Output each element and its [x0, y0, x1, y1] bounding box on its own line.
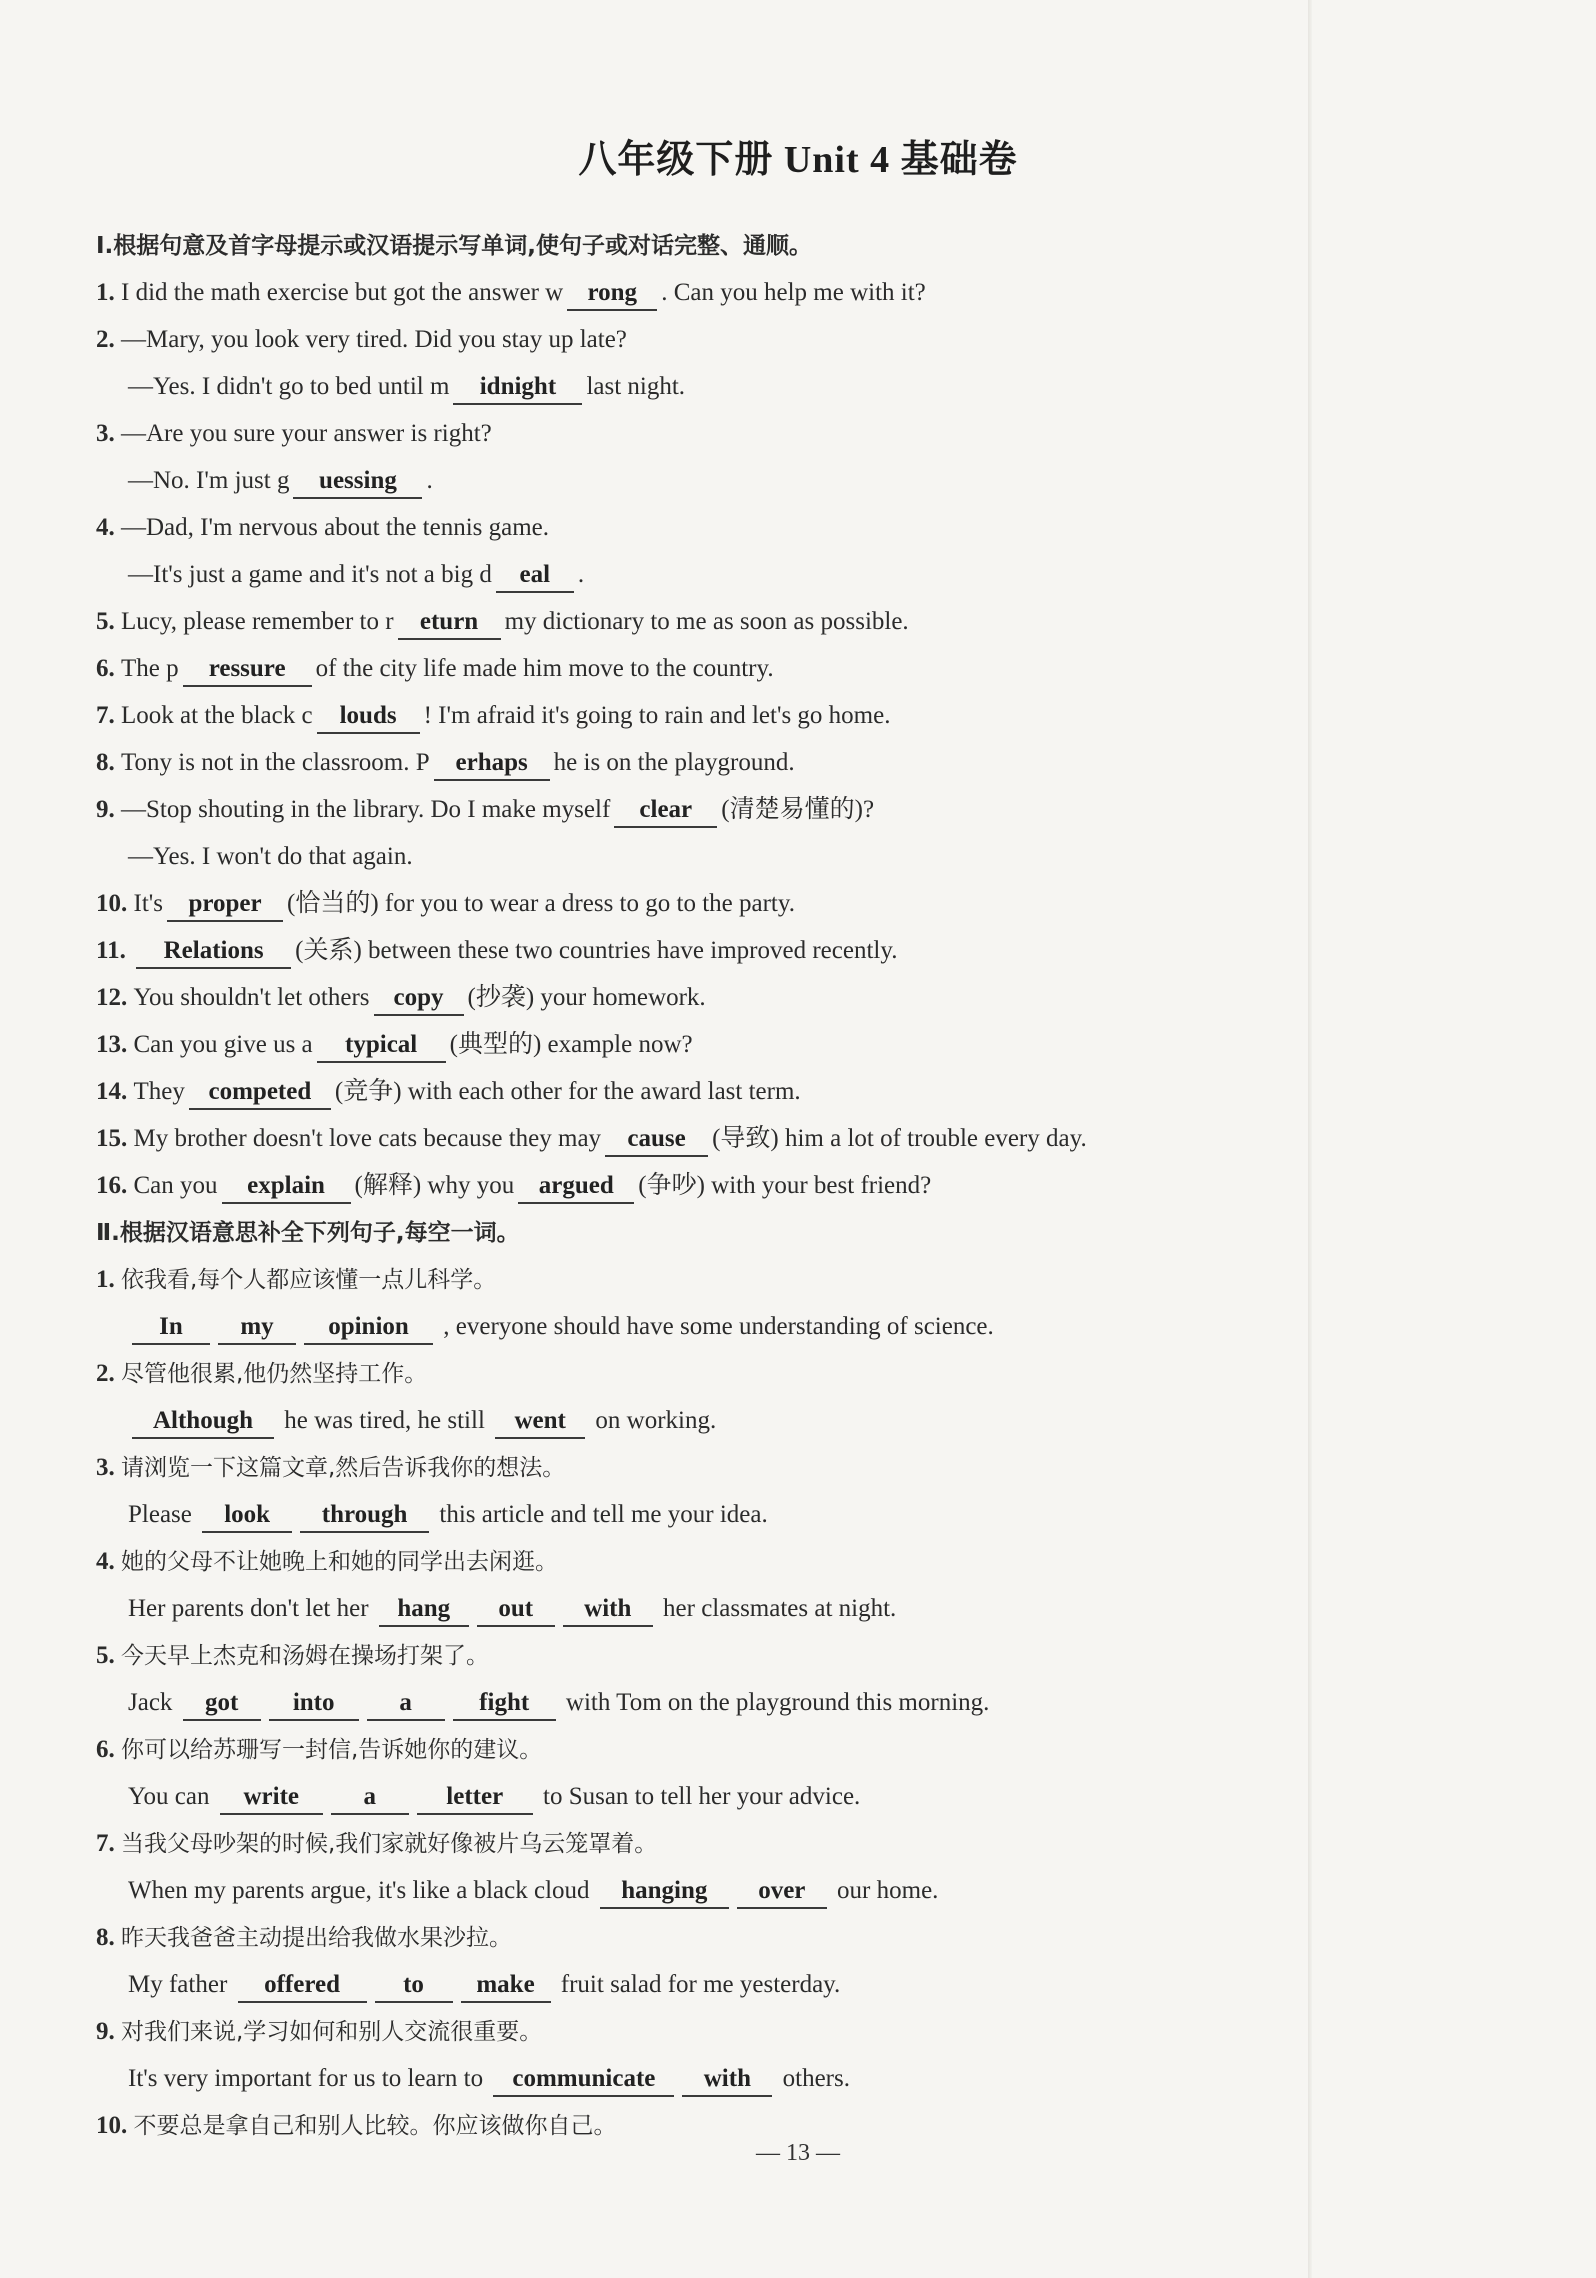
- text-line: [96, 743, 1316, 783]
- sentence-text: Her parents don't let her: [128, 1595, 375, 1622]
- sentence-text: , everyone should have some understanding of science.: [437, 1313, 994, 1340]
- question-number: 10.: [96, 2112, 134, 2139]
- question-text: .: [577, 561, 585, 588]
- chinese-prompt: 不要总是拿自己和别人比较。你应该做你自己。: [133, 2113, 617, 2139]
- sentence-text: When my parents argue, it's like a black cloud: [128, 1877, 596, 1904]
- question-text: (关系) between these two countries have improved recently.: [295, 937, 898, 964]
- chinese-prompt: 尽管他很累,他仍然坚持工作。: [121, 1361, 428, 1387]
- question-text: .: [426, 467, 433, 494]
- question-number: 1.: [96, 1266, 121, 1293]
- section-heading: Ⅱ.根据汉语意思补全下列句子,每空一词。: [96, 1220, 520, 1246]
- question-text: (清楚易懂的)?: [721, 796, 875, 823]
- answer-blank[interactable]: with: [563, 1593, 653, 1627]
- question-text: The p: [121, 655, 179, 682]
- question-number: 10.: [96, 890, 134, 917]
- answer-blank[interactable]: Although: [132, 1405, 274, 1439]
- question-text: (导致) him a lot of trouble every day.: [712, 1125, 1087, 1152]
- text-line: [96, 1730, 1316, 1770]
- text-line: [96, 414, 1316, 454]
- text-line: [96, 1119, 1316, 1159]
- question-number: 5.: [96, 608, 121, 635]
- text-line: [96, 1542, 1316, 1582]
- text-line: [96, 226, 1316, 266]
- answer-blank[interactable]: hanging: [600, 1875, 729, 1909]
- text-line: [96, 273, 1316, 313]
- answer-blank[interactable]: over: [737, 1875, 827, 1909]
- sentence-text: fruit salad for me yesterday.: [554, 1971, 841, 1998]
- text-line: [96, 1918, 1316, 1958]
- sentence-text: My father: [128, 1971, 234, 1998]
- answer-blank[interactable]: ressure: [183, 653, 312, 687]
- text-line: [96, 1166, 1316, 1206]
- chinese-prompt: 对我们来说,学习如何和别人交流很重要。: [121, 2019, 543, 2045]
- answer-blank[interactable]: look: [202, 1499, 292, 1533]
- question-text: —Dad, I'm nervous about the tennis game.: [121, 514, 550, 541]
- chinese-prompt: 她的父母不让她晚上和她的同学出去闲逛。: [121, 1549, 558, 1575]
- question-number: 2.: [96, 1360, 121, 1387]
- text-line: [128, 367, 1316, 407]
- sentence-text: to Susan to tell her your advice.: [536, 1783, 861, 1810]
- answer-blank[interactable]: rong: [567, 277, 657, 311]
- chinese-prompt: 依我看,每个人都应该懂一点儿科学。: [121, 1267, 497, 1293]
- question-text: Tony is not in the classroom. P: [121, 749, 430, 776]
- chinese-prompt: 请浏览一下这篇文章,然后告诉我你的想法。: [121, 1455, 566, 1481]
- question-text: (恰当的) for you to wear a dress to go to the party.: [287, 890, 795, 917]
- text-line: [128, 1589, 1316, 1629]
- answer-blank[interactable]: eal: [496, 559, 574, 593]
- question-text: he is on the playground.: [553, 749, 795, 776]
- question-text: Can you give us a: [133, 1031, 313, 1058]
- question-number: 11.: [96, 937, 133, 964]
- question-text: Can you: [133, 1172, 218, 1199]
- answer-blank[interactable]: fight: [453, 1687, 556, 1721]
- answer-blank[interactable]: Relations: [136, 935, 291, 969]
- chinese-prompt: 你可以给苏珊写一封信,告诉她你的建议。: [121, 1737, 543, 1763]
- answer-blank[interactable]: to: [375, 1969, 453, 2003]
- question-text: Look at the black c: [121, 702, 313, 729]
- answer-blank[interactable]: explain: [222, 1170, 351, 1204]
- question-number: 3.: [96, 420, 121, 447]
- sentence-text: he was tired, he still: [278, 1407, 492, 1434]
- text-line: [128, 1871, 1316, 1911]
- text-line: [128, 555, 1316, 595]
- text-line: [128, 1495, 1316, 1535]
- question-text: (解释) why you: [354, 1172, 515, 1199]
- text-line: [96, 1025, 1316, 1065]
- chinese-prompt: 今天早上杰克和汤姆在操场打架了。: [121, 1643, 489, 1669]
- text-line: [96, 2012, 1316, 2052]
- question-text: —Yes. I didn't go to bed until m: [128, 373, 450, 400]
- question-text: They: [133, 1078, 185, 1105]
- question-number: 16.: [96, 1172, 134, 1199]
- sentence-text: It's very important for us to learn to: [128, 2065, 490, 2092]
- question-text: my dictionary to me as soon as possible.: [504, 608, 909, 635]
- question-text: (争吵) with your best friend?: [638, 1172, 932, 1199]
- answer-blank[interactable]: hang: [379, 1593, 469, 1627]
- question-number: 12.: [96, 984, 134, 1011]
- question-number: 8.: [96, 749, 121, 776]
- answer-blank[interactable]: a: [367, 1687, 445, 1721]
- answer-blank[interactable]: communicate: [493, 2063, 674, 2097]
- question-text: —Yes. I won't do that again.: [128, 843, 413, 870]
- text-line: [128, 837, 1316, 877]
- question-number: 3.: [96, 1454, 121, 1481]
- question-number: 4.: [96, 1548, 121, 1575]
- question-number: 7.: [96, 702, 121, 729]
- question-text: My brother doesn't love cats because they may: [133, 1125, 602, 1152]
- text-line: [96, 1072, 1316, 1112]
- sentence-text: You can: [128, 1783, 216, 1810]
- answer-blank[interactable]: with: [682, 2063, 772, 2097]
- question-number: 6.: [96, 655, 121, 682]
- answer-blank[interactable]: through: [300, 1499, 429, 1533]
- question-text: of the city life made him move to the country.: [315, 655, 774, 682]
- answer-blank[interactable]: out: [477, 1593, 555, 1627]
- text-line: [96, 508, 1316, 548]
- sentence-text: our home.: [830, 1877, 939, 1904]
- text-line: [96, 602, 1316, 642]
- question-text: ! I'm afraid it's going to rain and let's go home.: [423, 702, 891, 729]
- text-line: [128, 1401, 1316, 1441]
- text-line: [96, 1354, 1316, 1394]
- text-line: [96, 978, 1316, 1018]
- text-line: [96, 931, 1316, 971]
- answer-blank[interactable]: make: [461, 1969, 551, 2003]
- text-line: [96, 884, 1316, 924]
- question-number: 2.: [96, 326, 121, 353]
- text-line: [96, 1448, 1316, 1488]
- answer-blank[interactable]: letter: [417, 1781, 533, 1815]
- question-text: (抄袭) your homework.: [467, 984, 706, 1011]
- answer-blank[interactable]: my: [218, 1311, 296, 1345]
- text-line: [96, 696, 1316, 736]
- text-line: [96, 1213, 1316, 1253]
- question-number: 9.: [96, 2018, 121, 2045]
- answer-blank[interactable]: In: [132, 1311, 210, 1345]
- question-text: Lucy, please remember to r: [121, 608, 394, 635]
- question-number: 14.: [96, 1078, 134, 1105]
- chinese-prompt: 昨天我爸爸主动提出给我做水果沙拉。: [121, 1925, 512, 1951]
- sentence-text: others.: [776, 2065, 850, 2092]
- sentence-text: Please: [128, 1501, 199, 1528]
- question-number: 7.: [96, 1830, 121, 1857]
- text-line: [128, 1777, 1316, 1817]
- answer-blank[interactable]: typical: [317, 1029, 446, 1063]
- text-line: [96, 1824, 1316, 1864]
- sentence-text: on working.: [589, 1407, 717, 1434]
- question-number: 4.: [96, 514, 121, 541]
- answer-blank[interactable]: into: [269, 1687, 359, 1721]
- text-line: [96, 320, 1316, 360]
- question-number: 9.: [96, 796, 121, 823]
- sentence-text: this article and tell me your idea.: [433, 1501, 768, 1528]
- sentence-text: with Tom on the playground this morning.: [559, 1689, 990, 1716]
- answer-blank[interactable]: a: [331, 1781, 409, 1815]
- answer-blank[interactable]: uessing: [293, 465, 422, 499]
- page-title: 八年级下册 Unit 4 基础卷: [578, 139, 1018, 181]
- question-number: 15.: [96, 1125, 134, 1152]
- text-line: [128, 461, 1316, 501]
- text-line: [128, 1683, 1316, 1723]
- question-text: —No. I'm just g: [128, 467, 290, 494]
- question-text: —Stop shouting in the library. Do I make myself: [121, 796, 611, 823]
- page-number: — 13 —: [756, 2140, 840, 2166]
- answer-blank[interactable]: idnight: [453, 371, 582, 405]
- question-number: 6.: [96, 1736, 121, 1763]
- answer-blank[interactable]: louds: [317, 700, 420, 734]
- question-text: —Are you sure your answer is right?: [121, 420, 492, 447]
- section-heading: Ⅰ.根据句意及首字母提示或汉语提示写单词,使句子或对话完整、通顺。: [96, 233, 813, 259]
- answer-blank[interactable]: copy: [374, 982, 464, 1016]
- question-number: 13.: [96, 1031, 134, 1058]
- question-text: —It's just a game and it's not a big d: [128, 561, 492, 588]
- question-text: last night.: [586, 373, 686, 400]
- answer-blank[interactable]: eturn: [398, 606, 501, 640]
- question-text: (竞争) with each other for the award last term.: [334, 1078, 801, 1105]
- text-line: [128, 1307, 1316, 1347]
- sentence-text: Jack: [128, 1689, 179, 1716]
- answer-blank[interactable]: opinion: [304, 1311, 433, 1345]
- text-line: [96, 649, 1316, 689]
- chinese-prompt: 当我父母吵架的时候,我们家就好像被片乌云笼罩着。: [121, 1831, 658, 1857]
- answer-blank[interactable]: offered: [238, 1969, 367, 2003]
- question-text: (典型的) example now?: [449, 1031, 693, 1058]
- question-number: 1.: [96, 279, 121, 306]
- question-text: —Mary, you look very tired. Did you stay up late?: [121, 326, 627, 353]
- text-line: [128, 2059, 1316, 2099]
- text-line: [96, 1260, 1316, 1300]
- answer-blank[interactable]: argued: [518, 1170, 634, 1204]
- text-line: [96, 1636, 1316, 1676]
- answer-blank[interactable]: got: [183, 1687, 261, 1721]
- question-number: 5.: [96, 1642, 121, 1669]
- answer-blank[interactable]: erhaps: [434, 747, 550, 781]
- question-text: It's: [133, 890, 164, 917]
- sentence-text: her classmates at night.: [656, 1595, 897, 1622]
- answer-blank[interactable]: competed: [189, 1076, 331, 1110]
- question-text: I did the math exercise but got the answer w: [121, 279, 564, 306]
- question-text: You shouldn't let others: [133, 984, 370, 1011]
- answer-blank[interactable]: proper: [167, 888, 283, 922]
- question-text: . Can you help me with it?: [661, 279, 926, 306]
- text-line: [128, 1965, 1316, 2005]
- answer-blank[interactable]: write: [220, 1781, 323, 1815]
- answer-blank[interactable]: went: [495, 1405, 585, 1439]
- answer-blank[interactable]: clear: [614, 794, 717, 828]
- question-number: 8.: [96, 1924, 121, 1951]
- text-line: [96, 790, 1316, 830]
- answer-blank[interactable]: cause: [605, 1123, 708, 1157]
